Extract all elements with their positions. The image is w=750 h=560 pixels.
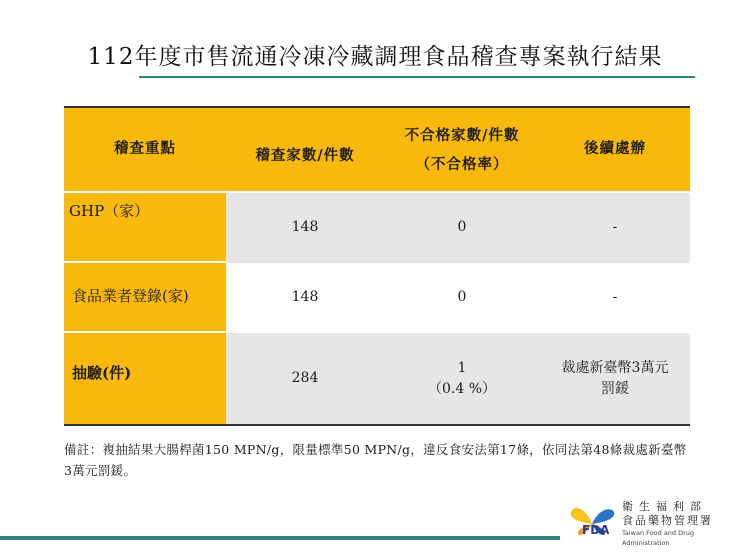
row-ghp-inspected-value: 148 bbox=[291, 219, 319, 236]
row-sampling-followup-line1: 裁處新臺幣3萬元 bbox=[561, 360, 669, 377]
row-sampling-noncompliant-value: 1 bbox=[457, 360, 467, 377]
logo-org-line2: 食品藥物管理署 bbox=[622, 514, 713, 527]
row-ghp-noncompliant bbox=[384, 193, 540, 263]
header-noncompliant-rate-label: （不合格率） bbox=[415, 155, 509, 173]
row-registration-item: 食品業者登錄(家) bbox=[72, 287, 189, 306]
row-ghp-inspected bbox=[226, 193, 384, 263]
header-noncompliant bbox=[384, 108, 540, 193]
header-inspected-label: 稽查家數/件數 bbox=[255, 147, 355, 165]
row-sampling-followup-line2: 罰鍰 bbox=[601, 380, 629, 397]
row-sampling-noncompliant bbox=[384, 333, 540, 426]
row-ghp-item: GHP（家） bbox=[69, 202, 150, 220]
row-sampling-inspected bbox=[226, 333, 384, 426]
header-item-label: 稽查重點 bbox=[114, 140, 176, 158]
row-ghp-label bbox=[64, 193, 226, 263]
header-inspected bbox=[226, 108, 384, 193]
page-title: 112年度市售流通冷凍冷藏調理食品稽查專案執行結果 bbox=[87, 44, 663, 70]
row-sampling-item: 抽驗(件) bbox=[72, 364, 132, 382]
header-followup-label: 後續處辦 bbox=[584, 140, 646, 158]
row-registration-noncompliant-value: 0 bbox=[457, 289, 467, 306]
header-followup bbox=[540, 108, 690, 193]
row-registration-inspected-value: 148 bbox=[291, 289, 319, 306]
row-ghp-followup-value: - bbox=[612, 219, 618, 236]
footnote: 備註：複抽結果大腸桿菌150 MPN/g，限量標準50 MPN/g，違反食安法第17條，依同法第48條裁處新臺幣3萬元罰鍰。 bbox=[64, 442, 687, 478]
logo-text bbox=[622, 500, 743, 548]
footer-accent-bar bbox=[0, 536, 560, 540]
row-ghp-noncompliant-value: 0 bbox=[457, 219, 467, 236]
row-ghp-followup bbox=[540, 193, 690, 263]
row-registration-followup bbox=[540, 263, 690, 333]
row-sampling-noncompliant-rate: （0.4 %） bbox=[427, 380, 497, 397]
header-item bbox=[64, 108, 226, 193]
fda-logo bbox=[568, 500, 743, 550]
logo-abbr: FDA bbox=[582, 523, 610, 537]
row-registration-inspected bbox=[226, 263, 384, 333]
title-underline bbox=[139, 76, 695, 78]
inspection-results-table bbox=[64, 106, 690, 426]
row-sampling-followup bbox=[540, 333, 690, 426]
logo-org-en: Taiwan Food and Drug Administration bbox=[622, 529, 695, 547]
header-noncompliant-label: 不合格家數/件數 bbox=[404, 126, 520, 144]
row-registration-followup-value: - bbox=[612, 289, 618, 306]
row-registration-label bbox=[64, 263, 226, 333]
row-sampling-inspected-value: 284 bbox=[291, 369, 319, 386]
row-registration-noncompliant bbox=[384, 263, 540, 333]
row-sampling-label bbox=[64, 333, 226, 426]
logo-org-line1: 衛生福利部 bbox=[622, 500, 707, 513]
